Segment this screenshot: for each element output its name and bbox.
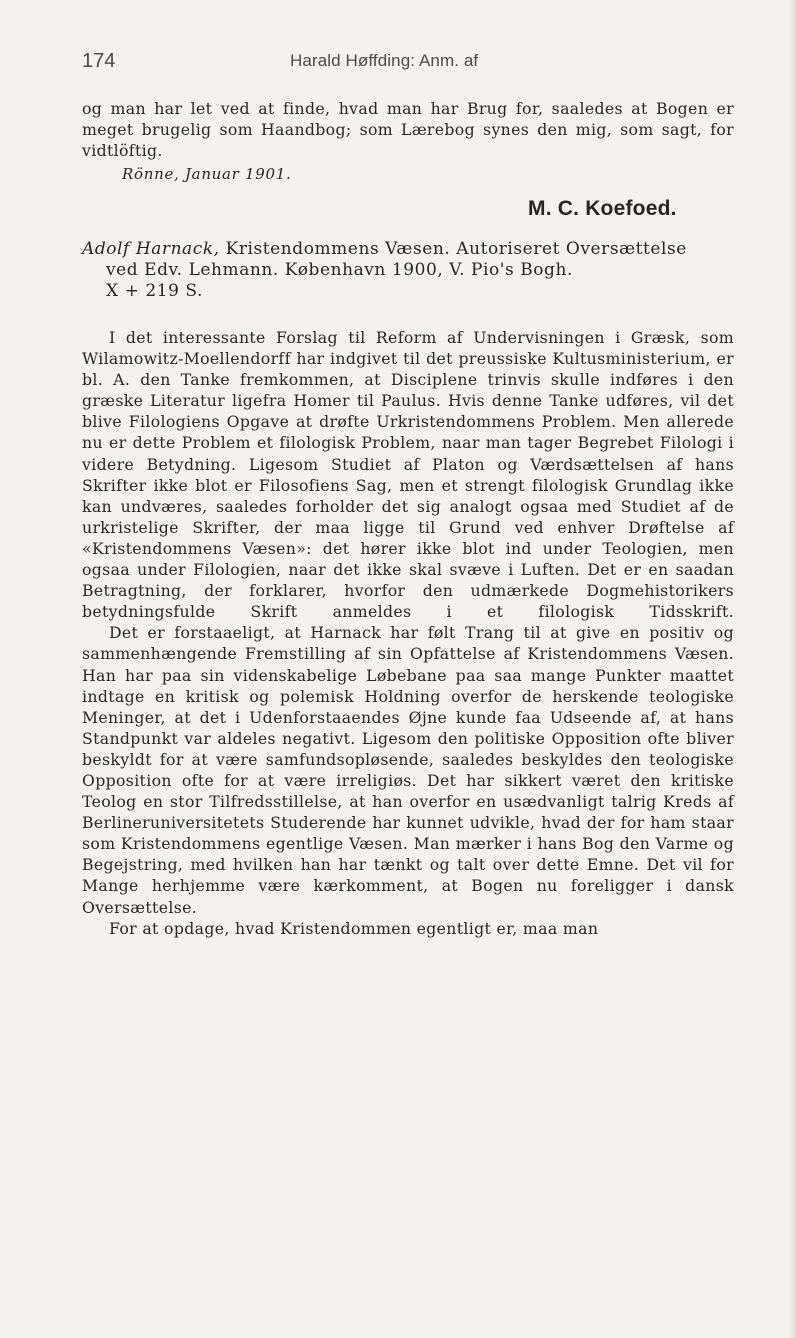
running-head: Harald Høffding: Anm. af bbox=[290, 51, 479, 70]
review-body bbox=[82, 327, 734, 939]
previous-review-text: og man har let ved at finde, hvad man har Brug for, saaledes at Bogen er meget brugelig som Haandbog; som Lærebog synes den mig, som sagt, for vidtlöftig. bbox=[82, 99, 734, 161]
book-author: Adolf Harnack, bbox=[82, 239, 220, 259]
review-title-line bbox=[82, 239, 734, 260]
review-paragraph-3: For at opdage, hvad Kristendommen egentligt er, maa man bbox=[109, 918, 599, 938]
place-date: Rönne, Januar 1901. bbox=[122, 165, 292, 183]
page-header bbox=[82, 50, 732, 74]
page-number: 174 bbox=[82, 50, 116, 72]
reviewer-signature: M. C. Koefoed. bbox=[528, 197, 677, 220]
book-publisher: ved Edv. Lehmann. København 1900, V. Pio's Bogh. bbox=[106, 260, 573, 281]
book-title: Kristendommens Væsen. Autoriseret Oversættelse bbox=[225, 239, 687, 259]
page-edge-shadow bbox=[789, 0, 796, 1338]
review-paragraph-2: Det er forstaaeligt, at Harnack har følt Trang til at give en positiv og sammenhængende Fremstilling af sin Opfattelse af Kristendommens Væsen. Han har paa sin videnskabelige Løbebane paa saa mange Punkter maattet indtage en kritisk og polemisk Holdning overfor de herskende teologiske Meninger, at det i Udenforstaaendes Øjne kunde faa Udseende af, at hans Standpunkt var aldeles negativt. Ligesom den politiske Opposition ofte bliver beskyldt for at være samfundsopløsende, saaledes beskyldes den teologiske Opposition ofte for at være irreligiøs. Det har sikkert været den kritiske Teolog en stor Tilfredsstillelse, at han overfor en usædvanligt talrig Kreds af Berlineruniversitetets Studerende har kunnet udvikle, hvad der for ham staar som Kristendommens egentlige Væsen. Man mærker i hans Bog den Varme og Begejstring, med hvilken han har tænkt og talt over dette Emne. Det vil for Mange herhjemme være kærkomment, at Bogen nu foreligger i dansk Oversættelse. bbox=[82, 623, 734, 917]
previous-review-ending bbox=[82, 98, 734, 161]
review-paragraph-1: I det interessante Forslag til Reform af Undervisningen i Græsk, som Wilamowitz-Moellendorff har indgivet til det preussiske Kultusministerium, er bl. A. den Tanke fremkommen, at Disciplene trinvis skulle indføres i den græske Literatur ligefra Homer til Paulus. Hvis denne Tanke udføres, vil det blive Filologiens Opgave at drøfte Urkristendommens Problem. Men allerede nu er dette Problem et filologisk Problem, naar man tager Begrebet Filologi i videre Betydning. Ligesom Studiet af Platon og Værdsættelsen af hans Skrifter ikke blot er Filosofiens Sag, men et strengt filologisk Grundlag ikke kan undværes, saaledes forholder det sig analogt ogsaa med Studiet af de urkristelige Skrifter, der maa ligge til Grund ved enhver Drøftelse af «Kristendommens Væsen»: det hører ikke blot ind under Teologien, men ogsaa under Filologien, naar det ikke skal svæve i Luften. Det er en saadan Betragtning, der forklarer, hvorfor den udmærkede Dogmehistorikers betydningsfulde Skrift anmeldes i et filologisk Tidsskrift. bbox=[82, 328, 734, 622]
review-bibliographic-heading bbox=[82, 239, 734, 302]
book-page-count: X + 219 S. bbox=[106, 281, 203, 302]
